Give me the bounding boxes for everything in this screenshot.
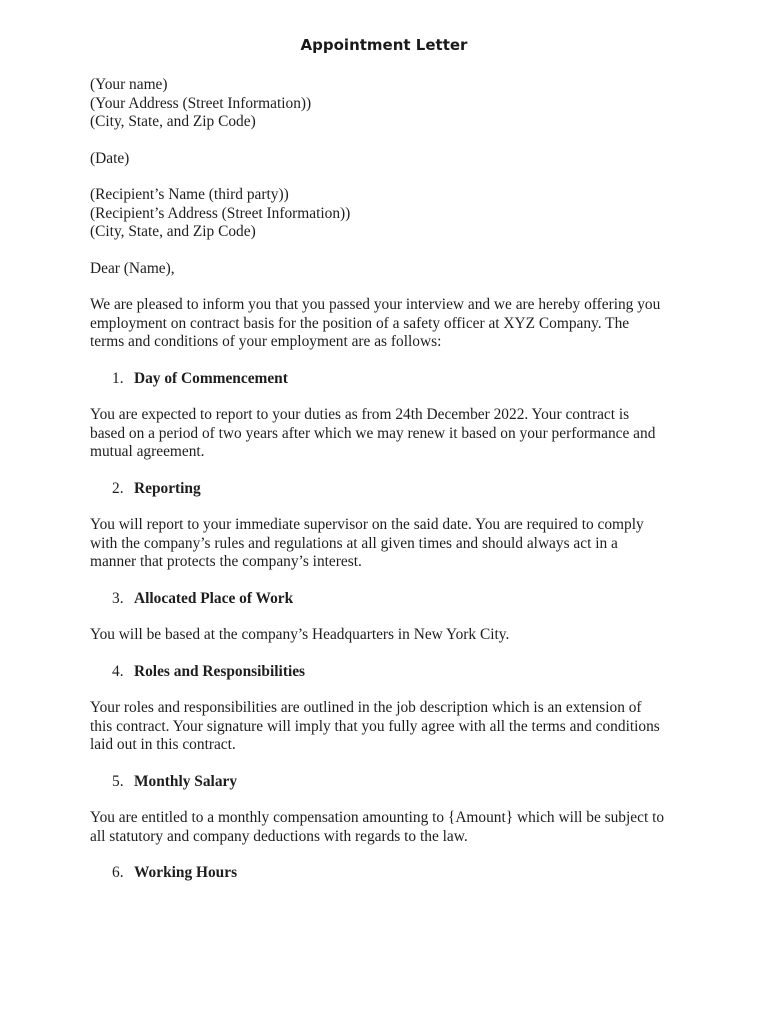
section-heading <box>90 480 690 499</box>
section-number: 5. <box>112 772 124 790</box>
section-number: 3. <box>112 589 124 607</box>
section-number: 6. <box>112 864 124 881</box>
section-line: laid out in this contract. <box>90 736 236 753</box>
recipient-address: (Recipient’s Address (Street Information)) <box>90 204 351 222</box>
section-number: 1. <box>112 369 124 387</box>
sender-block <box>90 76 690 132</box>
section-heading-text: Reporting <box>134 479 201 497</box>
sender-name: (Your name) <box>90 76 168 93</box>
intro-line: employment on contract basis for the position of a safety officer at XYZ Company. The <box>90 314 630 332</box>
section-line: this contract. Your signature will imply that you fully agree with all the terms and conditions <box>90 717 660 735</box>
section-line: You are expected to report to your duties as from 24th December 2022. Your contract is <box>90 406 630 423</box>
intro-line: terms and conditions of your employment are as follows: <box>90 333 442 350</box>
section-number: 4. <box>112 662 124 680</box>
recipient-city: (City, State, and Zip Code) <box>90 223 256 240</box>
section-heading-text: Allocated Place of Work <box>134 589 294 607</box>
letter-date: (Date) <box>90 149 130 167</box>
section-heading-text: Working Hours <box>134 864 238 881</box>
section-heading <box>90 773 690 792</box>
section-line: based on a period of two years after which we may renew it based on your performance and <box>90 424 656 442</box>
section-line: with the company’s rules and regulations at all given times and should always act in a <box>90 534 618 552</box>
section-heading-text: Day of Commencement <box>134 369 288 387</box>
section-paragraph <box>90 626 690 645</box>
terms-sections <box>90 370 690 883</box>
intro-line: We are pleased to inform you that you passed your interview and we are hereby offering you <box>90 296 661 313</box>
section-line: You will report to your immediate supervisor on the said date. You are required to comply <box>90 516 644 533</box>
section-line: all statutory and company deductions with regards to the law. <box>90 827 468 845</box>
letter-body <box>90 76 690 883</box>
sender-city: (City, State, and Zip Code) <box>90 113 256 130</box>
sender-address: (Your Address (Street Information)) <box>90 94 312 112</box>
salutation: Dear (Name), <box>90 259 175 277</box>
section-heading <box>90 663 690 682</box>
section-line: manner that protects the company’s interest. <box>90 553 362 570</box>
section-line: You will be based at the company’s Headquarters in New York City. <box>90 626 510 643</box>
section-heading-text: Roles and Responsibilities <box>134 662 306 680</box>
section-paragraph <box>90 809 690 846</box>
recipient-name: (Recipient’s Name (third party)) <box>90 186 289 203</box>
section-line: Your roles and responsibilities are outlined in the job description which is an extension of <box>90 699 642 716</box>
section-paragraph <box>90 516 690 572</box>
section-heading <box>90 864 690 883</box>
section-line: mutual agreement. <box>90 443 205 460</box>
section-heading <box>90 370 690 389</box>
section-paragraph <box>90 406 690 462</box>
section-number: 2. <box>112 479 124 497</box>
recipient-block <box>90 186 690 242</box>
section-line: You are entitled to a monthly compensation amounting to {Amount} which will be subject to <box>90 809 665 826</box>
section-heading-text: Monthly Salary <box>134 772 238 790</box>
document-title: Appointment Letter <box>300 36 468 54</box>
section-paragraph <box>90 699 690 755</box>
intro-paragraph <box>90 296 690 352</box>
section-heading <box>90 590 690 609</box>
